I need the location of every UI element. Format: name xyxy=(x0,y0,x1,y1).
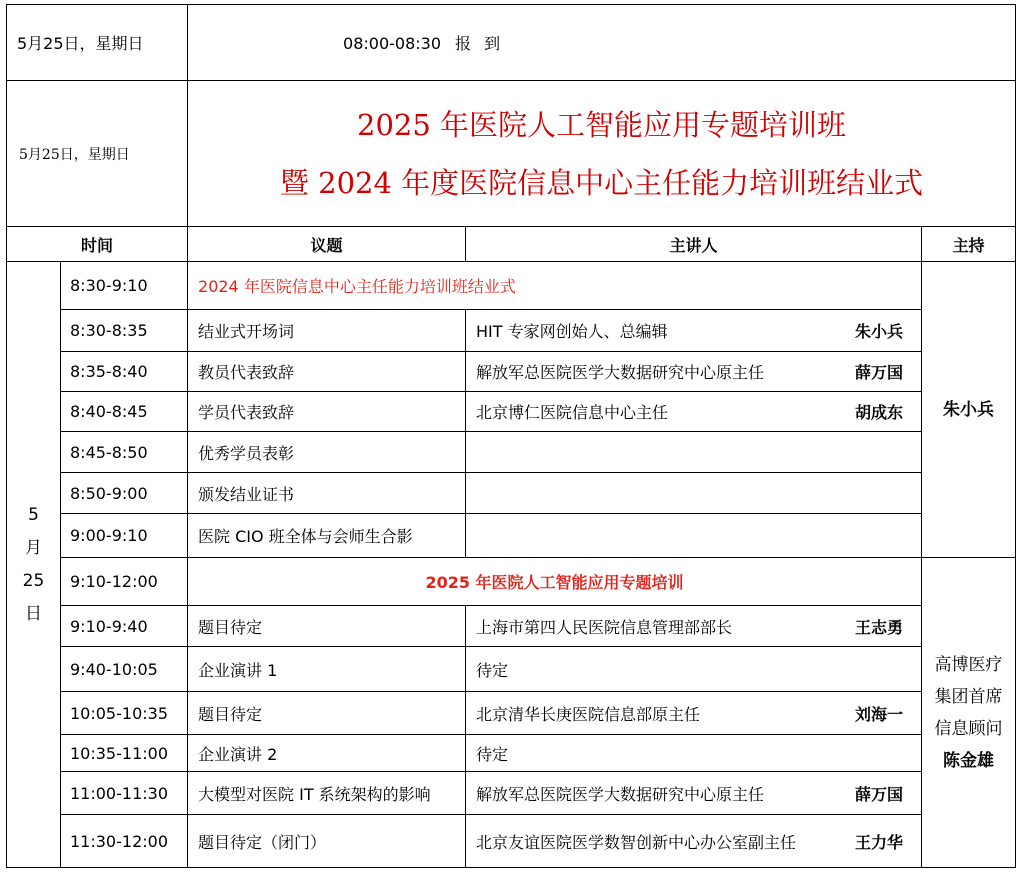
registration-date: 5月25日，星期日 xyxy=(7,5,188,81)
table-row xyxy=(7,352,1016,392)
table-row xyxy=(7,606,1016,647)
row-speaker xyxy=(466,606,922,647)
row-speaker xyxy=(466,514,922,558)
speaker-title: 北京博仁医院信息中心主任 xyxy=(476,403,669,422)
row-time: 8:40-8:45 xyxy=(61,392,188,432)
row-topic: 颁发结业证书 xyxy=(188,473,466,514)
row-topic: 题目待定 xyxy=(188,606,466,647)
title-line-2: 暨 2024 年度医院信息中心主任能力培训班结业式 xyxy=(279,165,924,200)
row-topic: 企业演讲 2 xyxy=(188,735,466,772)
session1-title: 2024 年医院信息中心主任能力培训班结业式 xyxy=(188,262,922,310)
session1-time: 8:30-9:10 xyxy=(61,262,188,310)
table-row xyxy=(7,310,1016,352)
row-topic: 大模型对医院 IT 系统架构的影响 xyxy=(188,772,466,815)
row-time: 8:45-8:50 xyxy=(61,432,188,473)
speaker-name: 刘海一 xyxy=(855,704,904,724)
table-row xyxy=(7,392,1016,432)
row-time: 9:40-10:05 xyxy=(61,647,188,692)
header-host: 主持 xyxy=(922,227,1016,262)
header-row xyxy=(7,227,1016,262)
speaker-name: 薛万国 xyxy=(855,784,904,804)
row-topic: 医院 CIO 班全体与会师生合影 xyxy=(188,514,466,558)
row-speaker xyxy=(466,772,922,815)
row-speaker xyxy=(466,735,922,772)
speaker-title: 解放军总医院医学大数据研究中心原主任 xyxy=(476,363,765,382)
speaker-title: HIT 专家网创始人、总编辑 xyxy=(476,322,668,341)
speaker-name: 王志勇 xyxy=(855,617,904,637)
table-row xyxy=(7,692,1016,735)
day-label xyxy=(7,262,61,868)
session2-host xyxy=(922,558,1016,868)
row-speaker xyxy=(466,692,922,735)
speaker-title: 解放军总医院医学大数据研究中心原主任 xyxy=(476,784,765,804)
speaker-title: 北京友谊医院医学数智创新中心办公室副主任 xyxy=(476,832,797,852)
row-time: 9:10-9:40 xyxy=(61,606,188,647)
session1-host-name: 朱小兵 xyxy=(943,399,995,420)
row-time: 8:50-9:00 xyxy=(61,473,188,514)
speaker-title: 上海市第四人民医院信息管理部部长 xyxy=(476,617,733,637)
row-time: 8:30-8:35 xyxy=(61,310,188,352)
title-cell xyxy=(188,81,1016,227)
row-time: 10:05-10:35 xyxy=(61,692,188,735)
speaker-name: 薛万国 xyxy=(855,363,904,382)
session2-title: 2025 年医院人工智能应用专题培训 xyxy=(188,558,922,606)
row-time: 8:35-8:40 xyxy=(61,352,188,392)
row-topic: 教员代表致辞 xyxy=(188,352,466,392)
row-topic: 企业演讲 1 xyxy=(188,647,466,692)
row-speaker xyxy=(466,352,922,392)
day-label-25: 25 xyxy=(22,570,45,591)
header-topic: 议题 xyxy=(188,227,466,262)
speaker-title: 待定 xyxy=(476,660,509,680)
row-time: 11:00-11:30 xyxy=(61,772,188,815)
row-speaker xyxy=(466,815,922,868)
row-topic: 题目待定 xyxy=(188,692,466,735)
day-label-month: 月 xyxy=(25,537,42,558)
row-time: 10:35-11:00 xyxy=(61,735,188,772)
header-time: 时间 xyxy=(7,227,188,262)
row-time: 11:30-12:00 xyxy=(61,815,188,868)
table-row xyxy=(7,815,1016,868)
speaker-title: 待定 xyxy=(476,744,509,764)
row-speaker xyxy=(466,432,922,473)
row-speaker xyxy=(466,310,922,352)
day-label-5: 5 xyxy=(28,504,39,525)
speaker-name: 朱小兵 xyxy=(855,322,904,341)
row-time: 9:00-9:10 xyxy=(61,514,188,558)
table-row xyxy=(7,647,1016,692)
row-topic: 题目待定（闭门） xyxy=(188,815,466,868)
session2-row xyxy=(7,558,1016,606)
registration-time: 08:00-08:30 xyxy=(343,34,442,53)
table-row xyxy=(7,772,1016,815)
table-row xyxy=(7,473,1016,514)
registration-cell xyxy=(188,5,1016,81)
speaker-name: 王力华 xyxy=(855,832,904,852)
speaker-name: 胡成东 xyxy=(855,403,904,422)
row-speaker xyxy=(466,392,922,432)
row-speaker xyxy=(466,473,922,514)
session2-host-line: 信息顾问 xyxy=(934,718,1003,739)
session2-host-line: 集团首席 xyxy=(934,686,1003,707)
row-speaker xyxy=(466,647,922,692)
title-line-1: 2025 年医院人工智能应用专题培训班 xyxy=(357,107,847,142)
registration-label: 报 到 xyxy=(455,34,505,53)
session1-host xyxy=(922,262,1016,558)
title-date: 5月25日，星期日 xyxy=(7,81,188,227)
agenda-table xyxy=(6,4,1016,868)
registration-row xyxy=(7,5,1016,81)
session2-time: 9:10-12:00 xyxy=(61,558,188,606)
row-topic: 结业式开场词 xyxy=(188,310,466,352)
header-speaker: 主讲人 xyxy=(466,227,922,262)
row-topic: 优秀学员表彰 xyxy=(188,432,466,473)
speaker-title: 北京清华长庚医院信息部原主任 xyxy=(476,704,701,724)
day-label-day: 日 xyxy=(25,603,42,624)
table-row xyxy=(7,432,1016,473)
session2-host-line: 高博医疗 xyxy=(934,654,1003,675)
table-row xyxy=(7,735,1016,772)
title-row xyxy=(7,81,1016,227)
table-row xyxy=(7,514,1016,558)
row-topic: 学员代表致辞 xyxy=(188,392,466,432)
session1-row xyxy=(7,262,1016,310)
session2-host-name: 陈金雄 xyxy=(943,750,995,771)
